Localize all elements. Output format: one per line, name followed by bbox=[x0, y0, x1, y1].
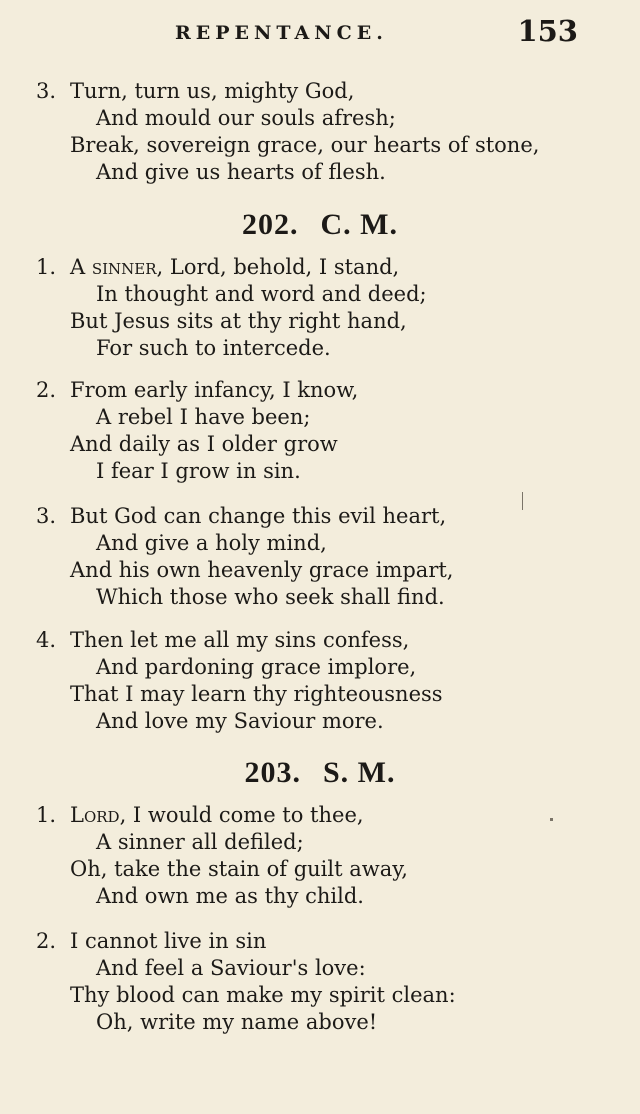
stanza-line: And mould our souls afresh; bbox=[96, 106, 396, 130]
page-number: 153 bbox=[517, 14, 578, 48]
stanza-line: Thy blood can make my spirit clean: bbox=[70, 983, 456, 1007]
stanza-line: And own me as thy child. bbox=[96, 884, 364, 908]
stanza-line: And daily as I older grow bbox=[70, 432, 338, 456]
stanza-line: In thought and word and deed; bbox=[96, 282, 427, 306]
stanza-number: 1. bbox=[36, 803, 57, 827]
stanza-line: And his own heavenly grace impart, bbox=[70, 558, 454, 582]
stanza-line: That I may learn thy righteousness bbox=[70, 682, 443, 706]
stanza-number: 4. bbox=[36, 628, 57, 652]
stanza-line bbox=[70, 802, 364, 829]
print-mark bbox=[522, 492, 523, 510]
stanza-line: And give a holy mind, bbox=[96, 531, 327, 555]
hymn-number: 202. bbox=[242, 208, 299, 241]
stanza-line: Oh, take the stain of guilt away, bbox=[70, 857, 408, 881]
stanza-line: And give us hearts of flesh. bbox=[96, 160, 386, 184]
stanza-line: Break, sovereign grace, our hearts of stone, bbox=[70, 133, 540, 157]
stanza-line: And love my Saviour more. bbox=[96, 709, 384, 733]
hymn-meter: C. M. bbox=[320, 208, 398, 241]
stanza-line: But Jesus sits at thy right hand, bbox=[70, 309, 407, 333]
stanza-line: A sinner all defiled; bbox=[96, 830, 304, 854]
stanza-number: 1. bbox=[36, 255, 57, 279]
stanza-number: 2. bbox=[36, 929, 57, 953]
stanza-line: Oh, write my name above! bbox=[96, 1010, 378, 1034]
hymn-number: 203. bbox=[244, 756, 301, 789]
stanza-line bbox=[70, 254, 399, 281]
stanza-line: And feel a Saviour's love: bbox=[96, 956, 366, 980]
stanza-number: 2. bbox=[36, 378, 57, 402]
stanza-line: And pardoning grace implore, bbox=[96, 655, 417, 679]
stanza-number: 3. bbox=[36, 504, 57, 528]
stanza-line: Then let me all my sins confess, bbox=[70, 628, 410, 652]
stanza-line: Turn, turn us, mighty God, bbox=[70, 79, 355, 103]
stanza-line: Which those who seek shall find. bbox=[96, 585, 445, 609]
print-mark bbox=[550, 818, 553, 821]
first-words: Lord, bbox=[70, 803, 127, 827]
stanza-line: But God can change this evil heart, bbox=[70, 504, 447, 528]
stanza-line: For such to intercede. bbox=[96, 336, 331, 360]
stanza-line: I cannot live in sin bbox=[70, 929, 267, 953]
stanza-line: I fear I grow in sin. bbox=[96, 459, 301, 483]
line-text: Lord, behold, I stand, bbox=[163, 255, 400, 279]
first-words: A sinner, bbox=[70, 255, 164, 279]
running-head: REPENTANCE. bbox=[175, 22, 388, 44]
hymn-meter: S. M. bbox=[323, 756, 396, 789]
line-text: I would come to thee, bbox=[126, 803, 364, 827]
hymn-heading bbox=[0, 756, 640, 790]
stanza-number: 3. bbox=[36, 79, 57, 103]
stanza-line: From early infancy, I know, bbox=[70, 378, 359, 402]
page-header bbox=[0, 14, 640, 54]
stanza-line: A rebel I have been; bbox=[96, 405, 311, 429]
hymn-heading bbox=[0, 208, 640, 242]
